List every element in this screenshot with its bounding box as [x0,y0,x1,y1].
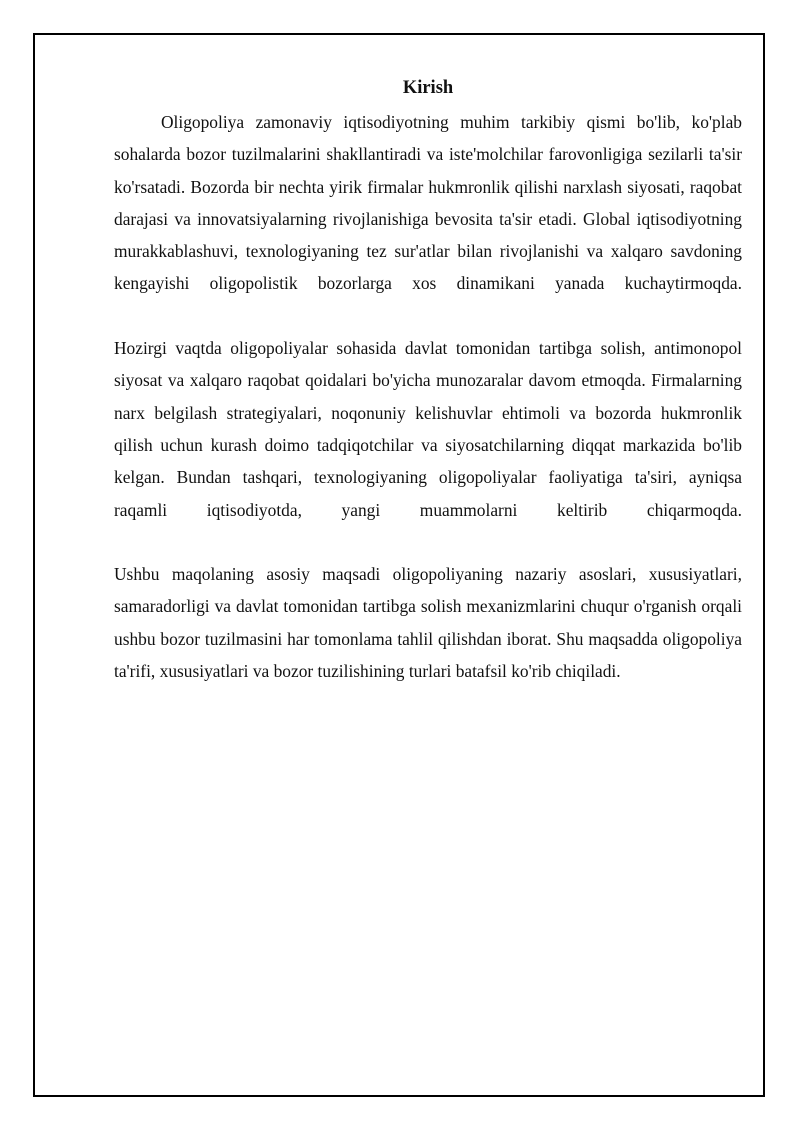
section-title: Kirish [402,78,454,98]
paragraph-purpose: Ushbu maqolaning asosiy maqsadi oligopoliyaning nazariy asoslari, xususiyatlari, samaradorligi va davlat tomonidan tartibga solish mexanizmlarini chuqur o'rganish orqali ushbu bozor tuzilmasini har tomonlama tahlil qilishdan iborat. Shu maqsadda oligopoliya ta'rifi, xususiyatlari va bozor tuzilishining turlari batafsil ko'rib chiqiladi. [114,564,742,682]
paragraph-current-state: Hozirgi vaqtda oligopoliyalar sohasida davlat tomonidan tartibga solish, antimonopol siyosat va xalqaro raqobat qoidalari bo'yicha munozaralar davom etmoqda. Firmalarning narx belgilash strategiyalari, noqonuniy kelishuvlar ehtimoli va bozorda hukmronlik qilish uchun kurash doimo tadqiqotchilar va siyosatchilarning diqqat markazida bo'lib kelgan. Bundan tashqari, texnologiyaning oligopoliyalar faoliyatiga ta'siri, ayniqsa raqamli iqtisodiyotda, yangi muammolarni keltirib chiqarmoqda. [114,338,742,520]
document-body [114,74,742,720]
paragraph-intro: Oligopoliya zamonaviy iqtisodiyotning muhim tarkibiy qismi bo'lib, ko'plab sohalarda bozor tuzilmalarini shakllantiradi va iste'molchilar farovonligiga sezilarli ta'sir ko'rsatadi. Bozorda bir nechta yirik firmalar hukmronlik qilishi narxlash siyosati, raqobat darajasi va innovatsiyalarning rivojlanishiga bevosita ta'sir etadi. Global iqtisodiyotning murakkablashuvi, texnologiyaning tez sur'atlar bilan rivojlanishi va xalqaro savdoning kengayishi oligopolistik bozorlarga xos dinamikani yanada kuchaytirmoqda. [114,112,742,294]
